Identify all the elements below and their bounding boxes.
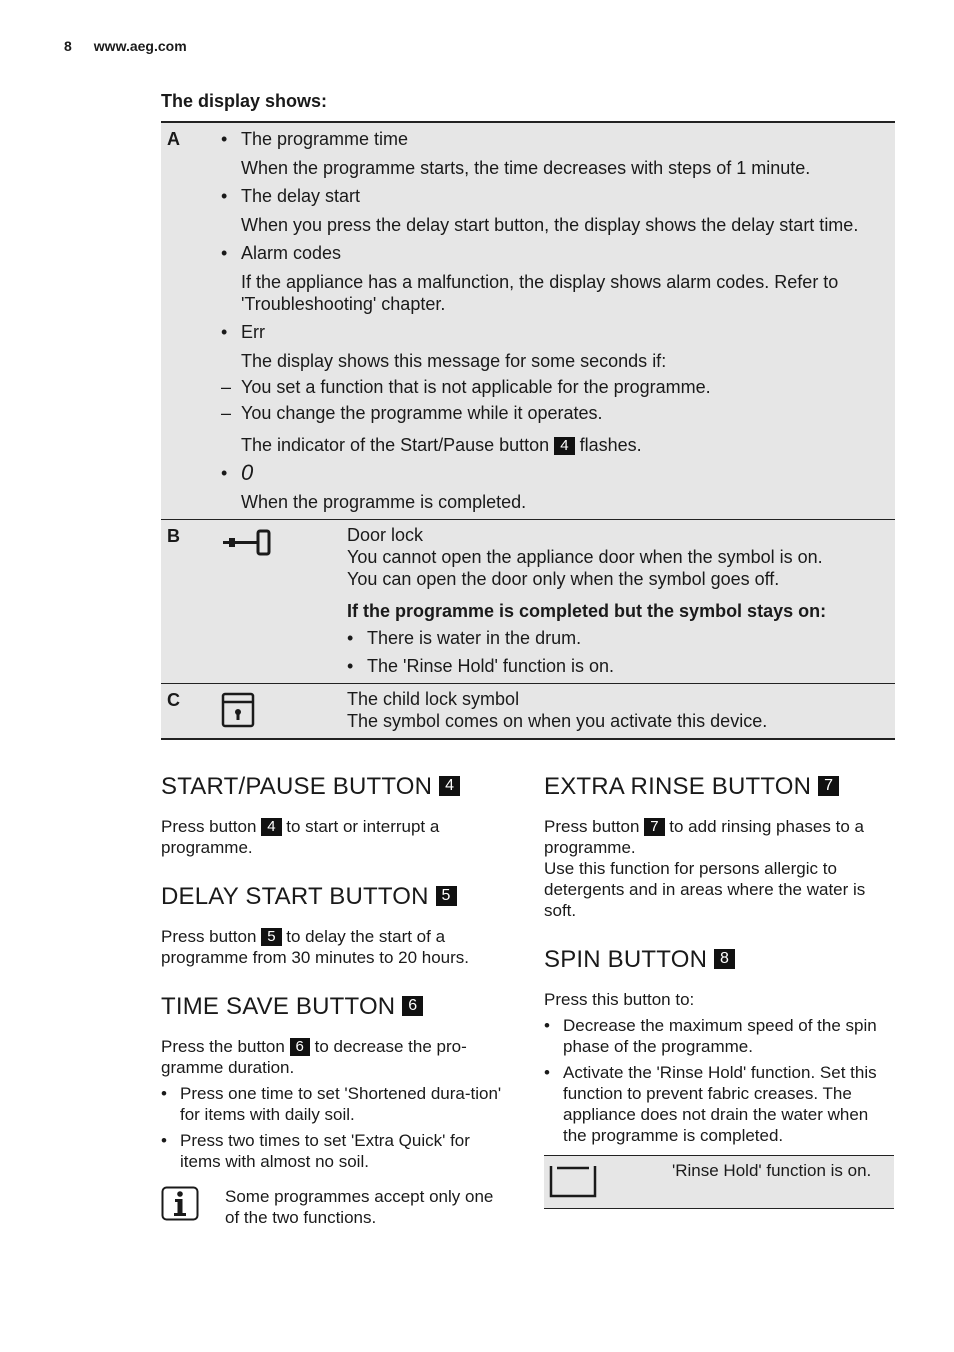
list-item: • The delay start xyxy=(221,186,361,206)
button-number-badge: 4 xyxy=(439,776,460,796)
info-note xyxy=(161,1186,511,1228)
dash-item: – You change the programme while it operates. xyxy=(221,403,603,423)
button-number-badge: 6 xyxy=(290,1038,310,1056)
button-number-badge: 7 xyxy=(818,776,839,796)
button-number-badge: 4 xyxy=(554,437,574,455)
spin-intro: Press this button to: xyxy=(544,990,695,1009)
indicator-note: The indicator of the Start/Pause button 4 flashes. xyxy=(241,435,642,455)
extra-rinse-heading: EXTRA RINSE BUTTON 7 xyxy=(544,772,894,802)
button-number-badge: 4 xyxy=(261,818,281,836)
door-lock-heading: If the programme is completed but the symbol stays on: xyxy=(347,601,827,621)
page-header xyxy=(64,38,187,54)
item-description: When the programme starts, the time decreases with steps of 1 minute. xyxy=(241,158,811,178)
start-pause-heading: START/PAUSE BUTTON 4 xyxy=(161,772,511,802)
list-item: • The 'Rinse Hold' function is on. xyxy=(347,656,614,676)
child-lock-desc: The symbol comes on when you activate this device. xyxy=(347,711,768,731)
display-row-a xyxy=(161,122,895,520)
info-text: Some programmes accept only one of the two functions. xyxy=(225,1187,494,1227)
left-column xyxy=(161,772,511,1228)
info-icon xyxy=(161,1186,225,1228)
door-lock-title: Door lock xyxy=(347,525,424,545)
display-row-b xyxy=(161,520,895,684)
door-lock-desc: You cannot open the appliance door when the symbol is on. xyxy=(347,547,823,567)
time-save-text: Press the button 6 to decrease the pro-gramme duration. xyxy=(161,1037,467,1077)
spin-heading: SPIN BUTTON 8 xyxy=(544,945,894,975)
door-lock-icon xyxy=(205,520,347,684)
list-item: • Press two times to set 'Extra Quick' for items with almost no soil. xyxy=(161,1131,470,1171)
door-lock-desc: You can open the door only when the symbol goes off. xyxy=(347,569,780,589)
item-description: The display shows this message for some seconds if: xyxy=(241,351,667,371)
list-item: • The programme time xyxy=(221,129,409,149)
display-row-c xyxy=(161,684,895,740)
rinse-hold-table xyxy=(544,1155,894,1209)
site-url: www.aeg.com xyxy=(93,38,187,54)
extra-rinse-text: Press button 7 to add rinsing phases to a programme. xyxy=(544,817,864,857)
row-letter: A xyxy=(161,122,205,520)
display-table xyxy=(161,121,895,740)
row-b-text xyxy=(347,520,895,684)
list-item: • There is water in the drum. xyxy=(347,628,582,648)
rinse-hold-icon xyxy=(544,1156,672,1208)
time-save-heading: TIME SAVE BUTTON 6 xyxy=(161,992,511,1022)
start-pause-text: Press button 4 to start or interrupt a programme. xyxy=(161,817,440,857)
list-item: • 0 xyxy=(221,460,254,485)
list-item: • Err xyxy=(221,322,265,342)
row-c-text xyxy=(347,684,895,740)
button-number-badge: 6 xyxy=(402,996,423,1016)
button-number-badge: 7 xyxy=(644,818,664,836)
right-column xyxy=(544,772,894,1209)
item-description: When the programme is completed. xyxy=(241,492,527,512)
row-letter: B xyxy=(161,520,205,684)
zero-display-symbol: 0 xyxy=(241,460,254,485)
child-lock-title: The child lock symbol xyxy=(347,689,520,709)
list-item: • Activate the 'Rinse Hold' function. Set this function to prevent fabric creases. The appliance does not drain the water when the programme is completed. xyxy=(544,1063,877,1145)
row-letter: C xyxy=(161,684,205,740)
button-number-badge: 5 xyxy=(261,928,281,946)
item-description: If the appliance has a malfunction, the display shows alarm codes. Refer to 'Troubleshooting' chapter. xyxy=(241,272,839,314)
delay-start-heading: DELAY START BUTTON 5 xyxy=(161,882,511,912)
dash-item: – You set a function that is not applicable for the programme. xyxy=(221,377,711,397)
extra-rinse-desc: Use this function for persons allergic to detergents and in areas where the water is soft. xyxy=(544,859,866,920)
list-item: • Press one time to set 'Shortened dura-tion' for items with daily soil. xyxy=(161,1084,502,1124)
page-number: 8 xyxy=(64,38,72,54)
rinse-hold-text: 'Rinse Hold' function is on. xyxy=(672,1161,872,1180)
display-section-title: The display shows: xyxy=(161,91,328,111)
button-number-badge: 8 xyxy=(714,949,735,969)
button-number-badge: 5 xyxy=(436,886,457,906)
delay-start-text: Press button 5 to delay the start of a programme from 30 minutes to 20 hours. xyxy=(161,927,470,967)
row-a-content xyxy=(205,122,895,520)
list-item: • Alarm codes xyxy=(221,243,342,263)
child-lock-icon xyxy=(205,684,347,740)
list-item: • Decrease the maximum speed of the spin phase of the programme. xyxy=(544,1016,877,1056)
item-description: When you press the delay start button, the display shows the delay start time. xyxy=(241,215,859,235)
